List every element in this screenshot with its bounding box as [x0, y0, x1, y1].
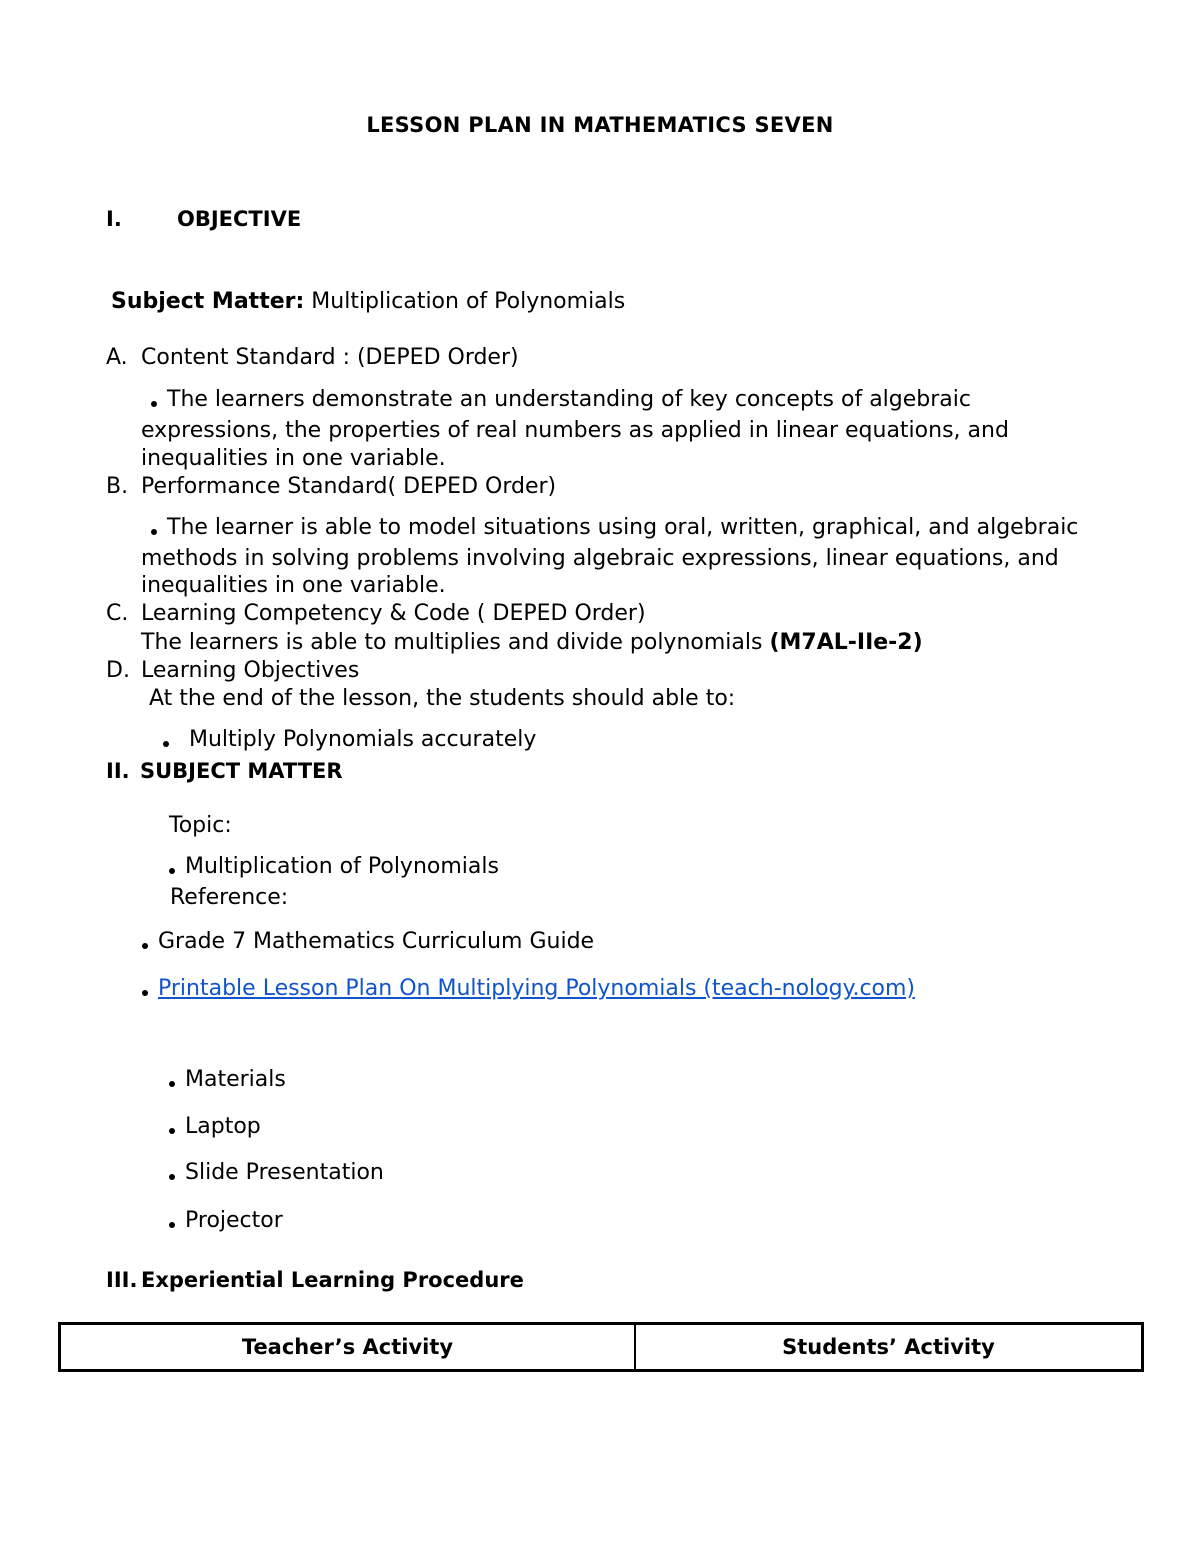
subject-matter-label: Subject Matter:: [111, 289, 305, 314]
performance-standard-line-3: inequalities in one variable.: [141, 573, 446, 598]
teacher-activity-header: Teacher’s Activity: [60, 1324, 636, 1371]
subject-matter-line: [111, 288, 625, 316]
performance-standard-letter: B.: [106, 474, 129, 499]
bullet-icon: [151, 401, 157, 407]
material-item: Slide Presentation: [169, 1159, 384, 1187]
reference-item: Grade 7 Mathematics Curriculum Guide: [142, 928, 594, 956]
content-standard-heading: Content Standard : (DEPED Order): [141, 345, 519, 370]
list-item: Multiply Polynomials accurately: [163, 726, 536, 754]
learning-competency-heading: Learning Competency & Code ( DEPED Order): [141, 601, 646, 626]
material-item: Materials: [169, 1066, 286, 1094]
material-item: Laptop: [169, 1113, 261, 1141]
bullet-icon: [142, 943, 148, 949]
bullet-icon: [142, 990, 148, 996]
section3-numeral: III.: [106, 1268, 138, 1292]
reference-link-item[interactable]: [142, 975, 915, 1003]
section1-numeral: I.: [106, 207, 122, 231]
performance-standard-line-1: The learner is able to model situations using oral, written, graphical, and algebraic: [151, 514, 1078, 542]
bullet-icon: [163, 741, 169, 747]
topic-label: Topic:: [169, 813, 232, 838]
bullet-icon: [169, 868, 175, 874]
content-standard-line-1: The learners demonstrate an understanding of key concepts of algebraic: [151, 386, 971, 414]
content-standard-line-2: expressions, the properties of real numbers as applied in linear equations, and: [141, 418, 1009, 443]
content-standard-line-3: inequalities in one variable.: [141, 446, 446, 471]
performance-standard-heading: Performance Standard( DEPED Order): [141, 474, 557, 499]
learning-objectives-letter: D.: [106, 658, 130, 683]
section1-heading: OBJECTIVE: [177, 207, 302, 231]
reference-label: Reference:: [170, 885, 289, 910]
learning-competency-letter: C.: [106, 601, 129, 626]
bullet-icon: [169, 1222, 175, 1228]
competency-code: (M7AL-IIe-2): [769, 630, 923, 655]
document-title: LESSON PLAN IN MATHEMATICS SEVEN: [366, 113, 834, 137]
learning-competency-text: The learners is able to multiplies and divide polynomials (M7AL-IIe-2): [141, 630, 923, 655]
topic-item: Multiplication of Polynomials: [169, 853, 499, 881]
material-item: Projector: [169, 1207, 283, 1235]
bullet-icon: [169, 1081, 175, 1087]
reference-link[interactable]: Printable Lesson Plan On Multiplying Polynomials (teach-nology.com): [158, 976, 916, 1001]
performance-standard-line-2: methods in solving problems involving algebraic expressions, linear equations, and: [141, 546, 1059, 571]
learning-objectives-heading: Learning Objectives: [141, 658, 360, 683]
table-header-row: [60, 1324, 1143, 1371]
section3-heading: Experiential Learning Procedure: [141, 1268, 524, 1292]
subject-matter-value: Multiplication of Polynomials: [311, 289, 626, 314]
bullet-icon: [169, 1174, 175, 1180]
content-standard-letter: A.: [106, 345, 128, 370]
students-activity-header: Students’ Activity: [635, 1324, 1143, 1371]
bullet-icon: [151, 529, 157, 535]
section2-numeral: II.: [106, 759, 130, 783]
activity-table: [58, 1322, 1144, 1372]
section2-heading: SUBJECT MATTER: [140, 759, 343, 783]
learning-objectives-intro: At the end of the lesson, the students should able to:: [149, 686, 736, 711]
bullet-icon: [169, 1128, 175, 1134]
